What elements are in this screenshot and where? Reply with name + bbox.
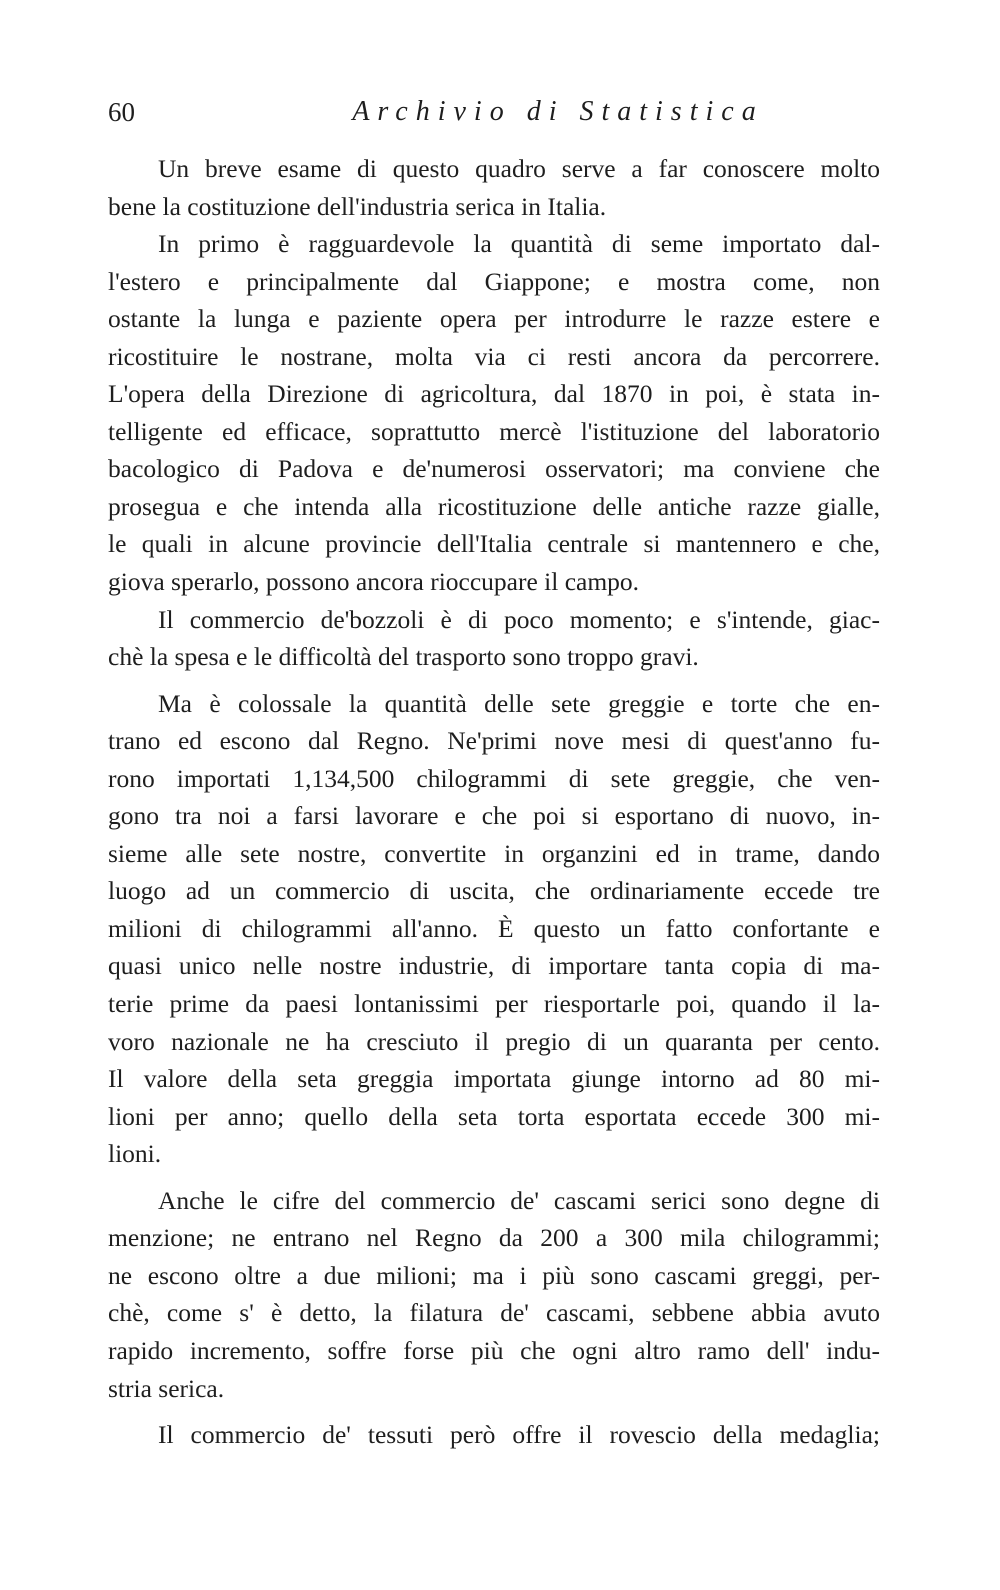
text-line: rono importati 1,134,500 chilogrammi di sete greggie, che ven-: [108, 763, 880, 793]
page-number: 60: [108, 97, 135, 127]
text-line: chè la spesa e le difficoltà del trasporto sono troppo gravi.: [108, 642, 699, 672]
text-line: bacologico di Padova e de'numerosi osservatori; ma conviene che: [108, 454, 880, 484]
text-line: stria serica.: [108, 1373, 225, 1403]
running-title: Archivio di Statistica: [352, 96, 764, 127]
text-line: Il commercio de' tessuti però offre il rovescio della medaglia;: [158, 1420, 880, 1450]
page-header: [108, 92, 898, 132]
text-line: prosegua e che intenda alla ricostituzione delle antiche razze gialle,: [108, 491, 880, 521]
text-line: L'opera della Direzione di agricoltura, dal 1870 in poi, è stata in-: [108, 379, 880, 409]
text-line: chè, come s' è detto, la filatura de' cascami, sebbene abbia avuto: [108, 1298, 880, 1328]
text-line: ne escono oltre a due milioni; ma i più sono cascami greggi, per-: [108, 1260, 880, 1290]
text-line: trano ed escono dal Regno. Ne'primi nove mesi di quest'anno fu-: [108, 726, 880, 756]
text-line: ostante la lunga e paziente opera per introdurre le razze estere e: [108, 304, 880, 334]
text-line: l'estero e principalmente dal Giappone; e mostra come, non: [108, 266, 880, 296]
text-line: luogo ad un commercio di uscita, che ordinariamente eccede tre: [108, 876, 880, 906]
body-text: [108, 150, 880, 1454]
text-line: telligente ed efficace, soprattutto mercè l'istituzione del laboratorio: [108, 416, 880, 446]
text-line: voro nazionale ne ha cresciuto il pregio di un quaranta per cento.: [108, 1026, 880, 1056]
text-line: gono tra noi a farsi lavorare e che poi si esportano di nuovo, in-: [108, 801, 880, 831]
text-line: lioni.: [108, 1139, 162, 1169]
text-line: le quali in alcune provincie dell'Italia centrale si mantennero e che,: [108, 529, 880, 559]
text-line: rapido incremento, soffre forse più che ogni altro ramo dell' indu-: [108, 1335, 880, 1365]
text-line: milioni di chilogrammi all'anno. È questo un fatto confortante e: [108, 913, 880, 943]
text-line: Anche le cifre del commercio de' cascami serici sono degne di: [158, 1185, 880, 1215]
text-line: menzione; ne entrano nel Regno da 200 a 300 mila chilogrammi;: [108, 1223, 880, 1253]
text-line: lioni per anno; quello della seta torta esportata eccede 300 mi-: [108, 1101, 880, 1131]
text-line: In primo è ragguardevole la quantità di seme importato dal-: [158, 229, 880, 259]
text-line: Il valore della seta greggia importata giunge intorno ad 80 mi-: [108, 1064, 880, 1094]
text-line: ricostituire le nostrane, molta via ci resti ancora da percorrere.: [108, 341, 880, 371]
text-line: Ma è colossale la quantità delle sete greggie e torte che en-: [158, 688, 880, 718]
text-line: sieme alle sete nostre, convertite in organzini ed in trame, dando: [108, 838, 880, 868]
text-line: bene la costituzione dell'industria serica in Italia.: [108, 191, 607, 221]
text-line: quasi unico nelle nostre industrie, di importare tanta copia di ma-: [108, 951, 880, 981]
text-line: Un breve esame di questo quadro serve a far conoscere molto: [158, 154, 880, 183]
text-line: giova sperarlo, possono ancora rioccupare il campo.: [108, 567, 640, 597]
text-line: terie prime da paesi lontanissimi per riesportarle poi, quando il la-: [108, 989, 880, 1019]
text-line: Il commercio de'bozzoli è di poco momento; e s'intende, giac-: [158, 604, 880, 634]
